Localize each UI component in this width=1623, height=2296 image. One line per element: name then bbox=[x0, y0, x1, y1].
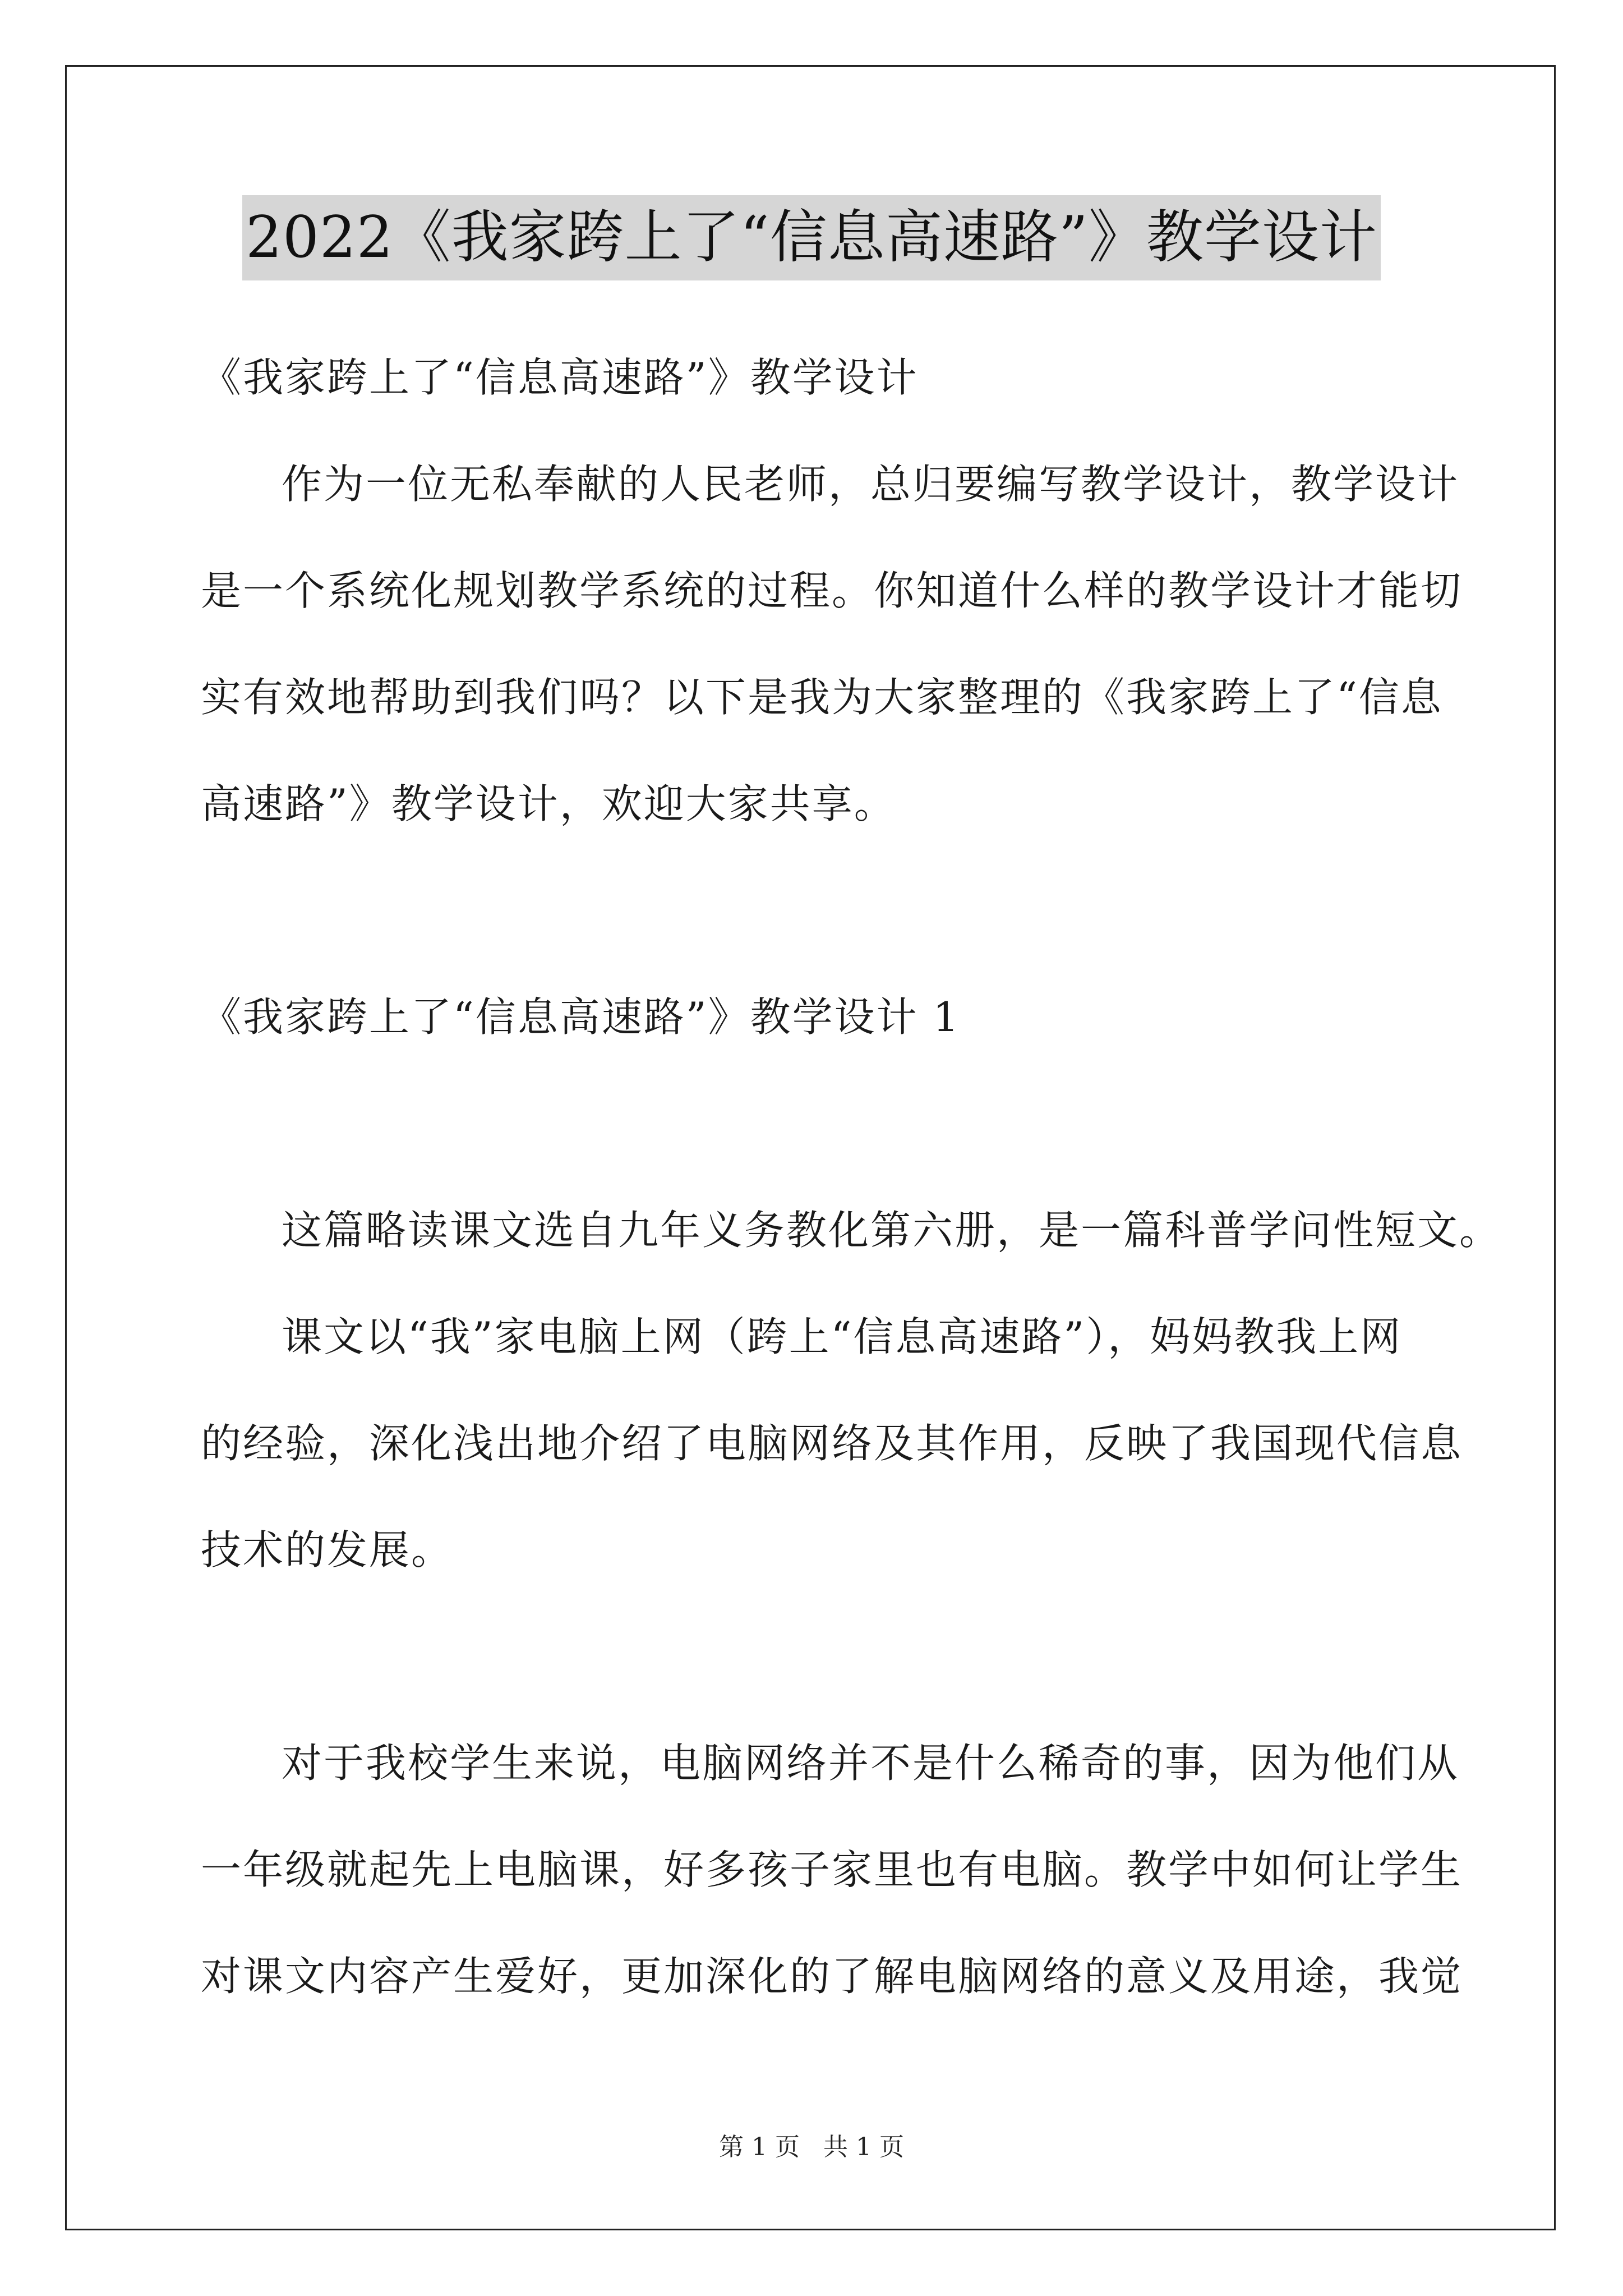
intro-line: 实有效地帮助到我们吗？以下是我为大家整理的《我家跨上了“信息 bbox=[201, 674, 1443, 721]
paragraph-line: 这篇略读课文选自九年义务教化第六册，是一篇科普学问性短文。 bbox=[282, 1207, 1502, 1254]
intro-line: 作为一位无私奉献的人民老师，总归要编写教学设计，教学设计 bbox=[282, 461, 1460, 508]
paragraph-line: 的经验，深化浅出地介绍了电脑网络及其作用，反映了我国现代信息 bbox=[201, 1420, 1463, 1467]
title-container bbox=[0, 195, 1623, 280]
section-heading: 《我家跨上了“信息高速路”》教学设计 1 bbox=[201, 993, 961, 1041]
paragraph-line: 对课文内容产生爱好，更加深化的了解电脑网络的意义及用途，我觉 bbox=[201, 1953, 1463, 2000]
page-footer bbox=[0, 2131, 1623, 2164]
page-total: 共 1 页 bbox=[823, 2133, 904, 2161]
page-number: 第 1 页 bbox=[719, 2133, 800, 2161]
paragraph-line: 技术的发展。 bbox=[201, 1526, 454, 1573]
intro-line: 高速路”》教学设计，欢迎大家共享。 bbox=[201, 780, 896, 827]
paragraph-line: 一年级就起先上电脑课，好多孩子家里也有电脑。教学中如何让学生 bbox=[201, 1846, 1463, 1893]
document-subtitle: 《我家跨上了“信息高速路”》教学设计 bbox=[201, 354, 919, 401]
paragraph-line: 课文以“我”家电脑上网（跨上“信息高速路”），妈妈教我上网 bbox=[282, 1313, 1403, 1360]
intro-line: 是一个系统化规划教学系统的过程。你知道什么样的教学设计才能切 bbox=[201, 567, 1463, 614]
document-title: 2022《我家跨上了“信息高速路”》教学设计 bbox=[242, 195, 1381, 280]
paragraph-line: 对于我校学生来说，电脑网络并不是什么稀奇的事，因为他们从 bbox=[282, 1740, 1460, 1787]
